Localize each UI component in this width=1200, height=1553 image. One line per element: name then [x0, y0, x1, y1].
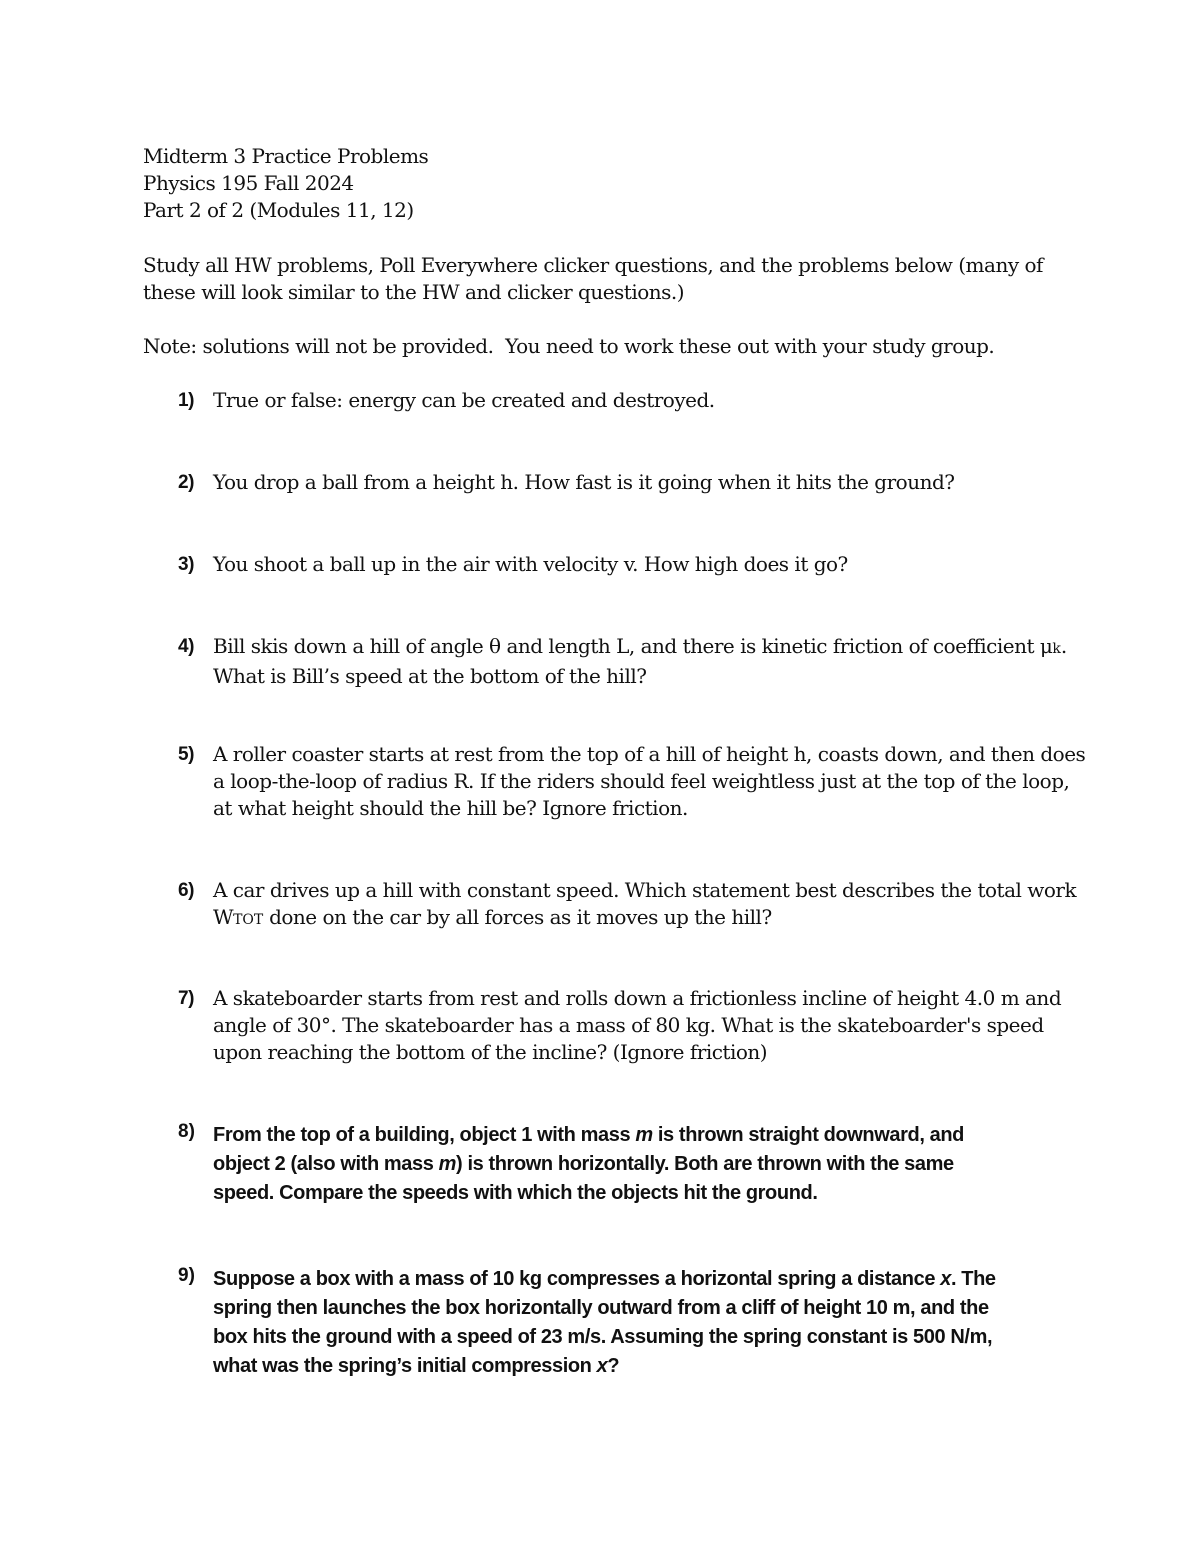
problem-line: What is Bill’s speed at the bottom of the hill? — [213, 664, 647, 688]
period: . — [1060, 634, 1067, 658]
subscript-tot: TOT — [233, 912, 264, 928]
course-name: Physics 195 Fall 2024 — [143, 171, 354, 195]
problem-line — [213, 1265, 1068, 1294]
problem-line: A skateboarder starts from rest and rolls down a frictionless incline of height 4.0 m and — [213, 986, 1062, 1010]
problem-number: 9) — [178, 1265, 195, 1286]
problem-line: A roller coaster starts at rest from the top of a hill of height h, coasts down, and then does — [213, 742, 1086, 766]
problem-line-text: done on the car by all forces as it moves up the hill? — [263, 905, 772, 929]
problem-text — [213, 877, 1077, 934]
mass-variable: m — [635, 1124, 653, 1146]
study-instructions — [143, 252, 1073, 306]
problem-line-text: . The — [950, 1268, 996, 1290]
problem-line: speed. Compare the speeds with which the objects hit the ground. — [213, 1182, 818, 1204]
problem-line-text: ) is thrown horizontally. Both are thrown with the same — [456, 1153, 954, 1175]
problem-line: a loop-the-loop of radius R. If the riders should feel weightless just at the top of the loop, — [213, 769, 1070, 793]
problem-line-text: Bill skis down a hill of angle θ and length L, and there is kinetic friction of coefficient μ — [213, 634, 1053, 658]
problem-text — [213, 1265, 1068, 1381]
problem-text — [213, 741, 1086, 822]
document-title: Midterm 3 Practice Problems — [143, 144, 429, 168]
problem-line — [213, 1150, 1068, 1179]
problem-text — [213, 1121, 1068, 1208]
problem-text — [213, 551, 1068, 578]
problem-number: 6) — [178, 880, 194, 901]
note-text: Note: solutions will not be provided. You need to work these out with your study group. — [143, 334, 995, 358]
problem-line: angle of 30°. The skateboarder has a mass of 80 kg. What is the skateboarder's speed — [213, 1013, 1044, 1037]
problem-line-text: From the top of a building, object 1 with mass — [213, 1124, 636, 1146]
problem-number: 1) — [178, 390, 194, 411]
problem-number: 2) — [178, 472, 194, 493]
problem-line-text: what was the spring’s initial compression — [213, 1355, 597, 1377]
problem-text — [213, 387, 1068, 414]
problem-line: box hits the ground with a speed of 23 m/s. Assuming the spring constant is 500 N/m, — [213, 1326, 993, 1348]
problem-line: A car drives up a hill with constant speed. Which statement best describes the total work — [213, 878, 1077, 902]
problem-number: 5) — [178, 744, 194, 765]
question-mark: ? — [607, 1355, 620, 1377]
study-line: these will look similar to the HW and clicker questions.) — [143, 280, 685, 304]
problem-line — [213, 633, 1068, 663]
problem-line: upon reaching the bottom of the incline? (Ignore friction) — [213, 1040, 768, 1064]
problem-number: 8) — [178, 1121, 195, 1142]
mass-variable: m — [438, 1153, 457, 1175]
problem-text — [213, 633, 1068, 690]
compression-variable: x — [596, 1355, 608, 1377]
problem-line: spring then launches the box horizontally outward from a cliff of height 10 m, and the — [213, 1297, 989, 1319]
problem-line-text: is thrown straight downward, and — [652, 1124, 964, 1146]
problem-line: True or false: energy can be created and destroyed. — [213, 388, 715, 412]
problem-line — [213, 1121, 1068, 1150]
problem-text — [213, 985, 1068, 1066]
problem-line — [213, 1352, 1068, 1381]
problem-line: You shoot a ball up in the air with velocity v. How high does it go? — [213, 552, 848, 576]
document-header — [143, 143, 1093, 224]
work-symbol: W — [213, 905, 234, 929]
problem-number: 3) — [178, 554, 194, 575]
solutions-note — [143, 333, 1073, 360]
subscript-k: k — [1052, 641, 1061, 657]
problem-line-text: object 2 (also with mass — [213, 1153, 439, 1175]
problem-line: at what height should the hill be? Ignore friction. — [213, 796, 688, 820]
study-line: Study all HW problems, Poll Everywhere clicker questions, and the problems below (many of — [143, 253, 1043, 277]
part-label: Part 2 of 2 (Modules 11, 12) — [143, 198, 414, 222]
problem-line: You drop a ball from a height h. How fast is it going when it hits the ground? — [213, 470, 955, 494]
problem-line — [213, 904, 1068, 934]
compression-variable: x — [940, 1268, 951, 1290]
problem-number: 4) — [178, 636, 194, 657]
problem-text — [213, 469, 1068, 496]
problem-number: 7) — [178, 988, 194, 1009]
problem-line-text: Suppose a box with a mass of 10 kg compresses a horizontal spring a distance — [213, 1268, 941, 1290]
